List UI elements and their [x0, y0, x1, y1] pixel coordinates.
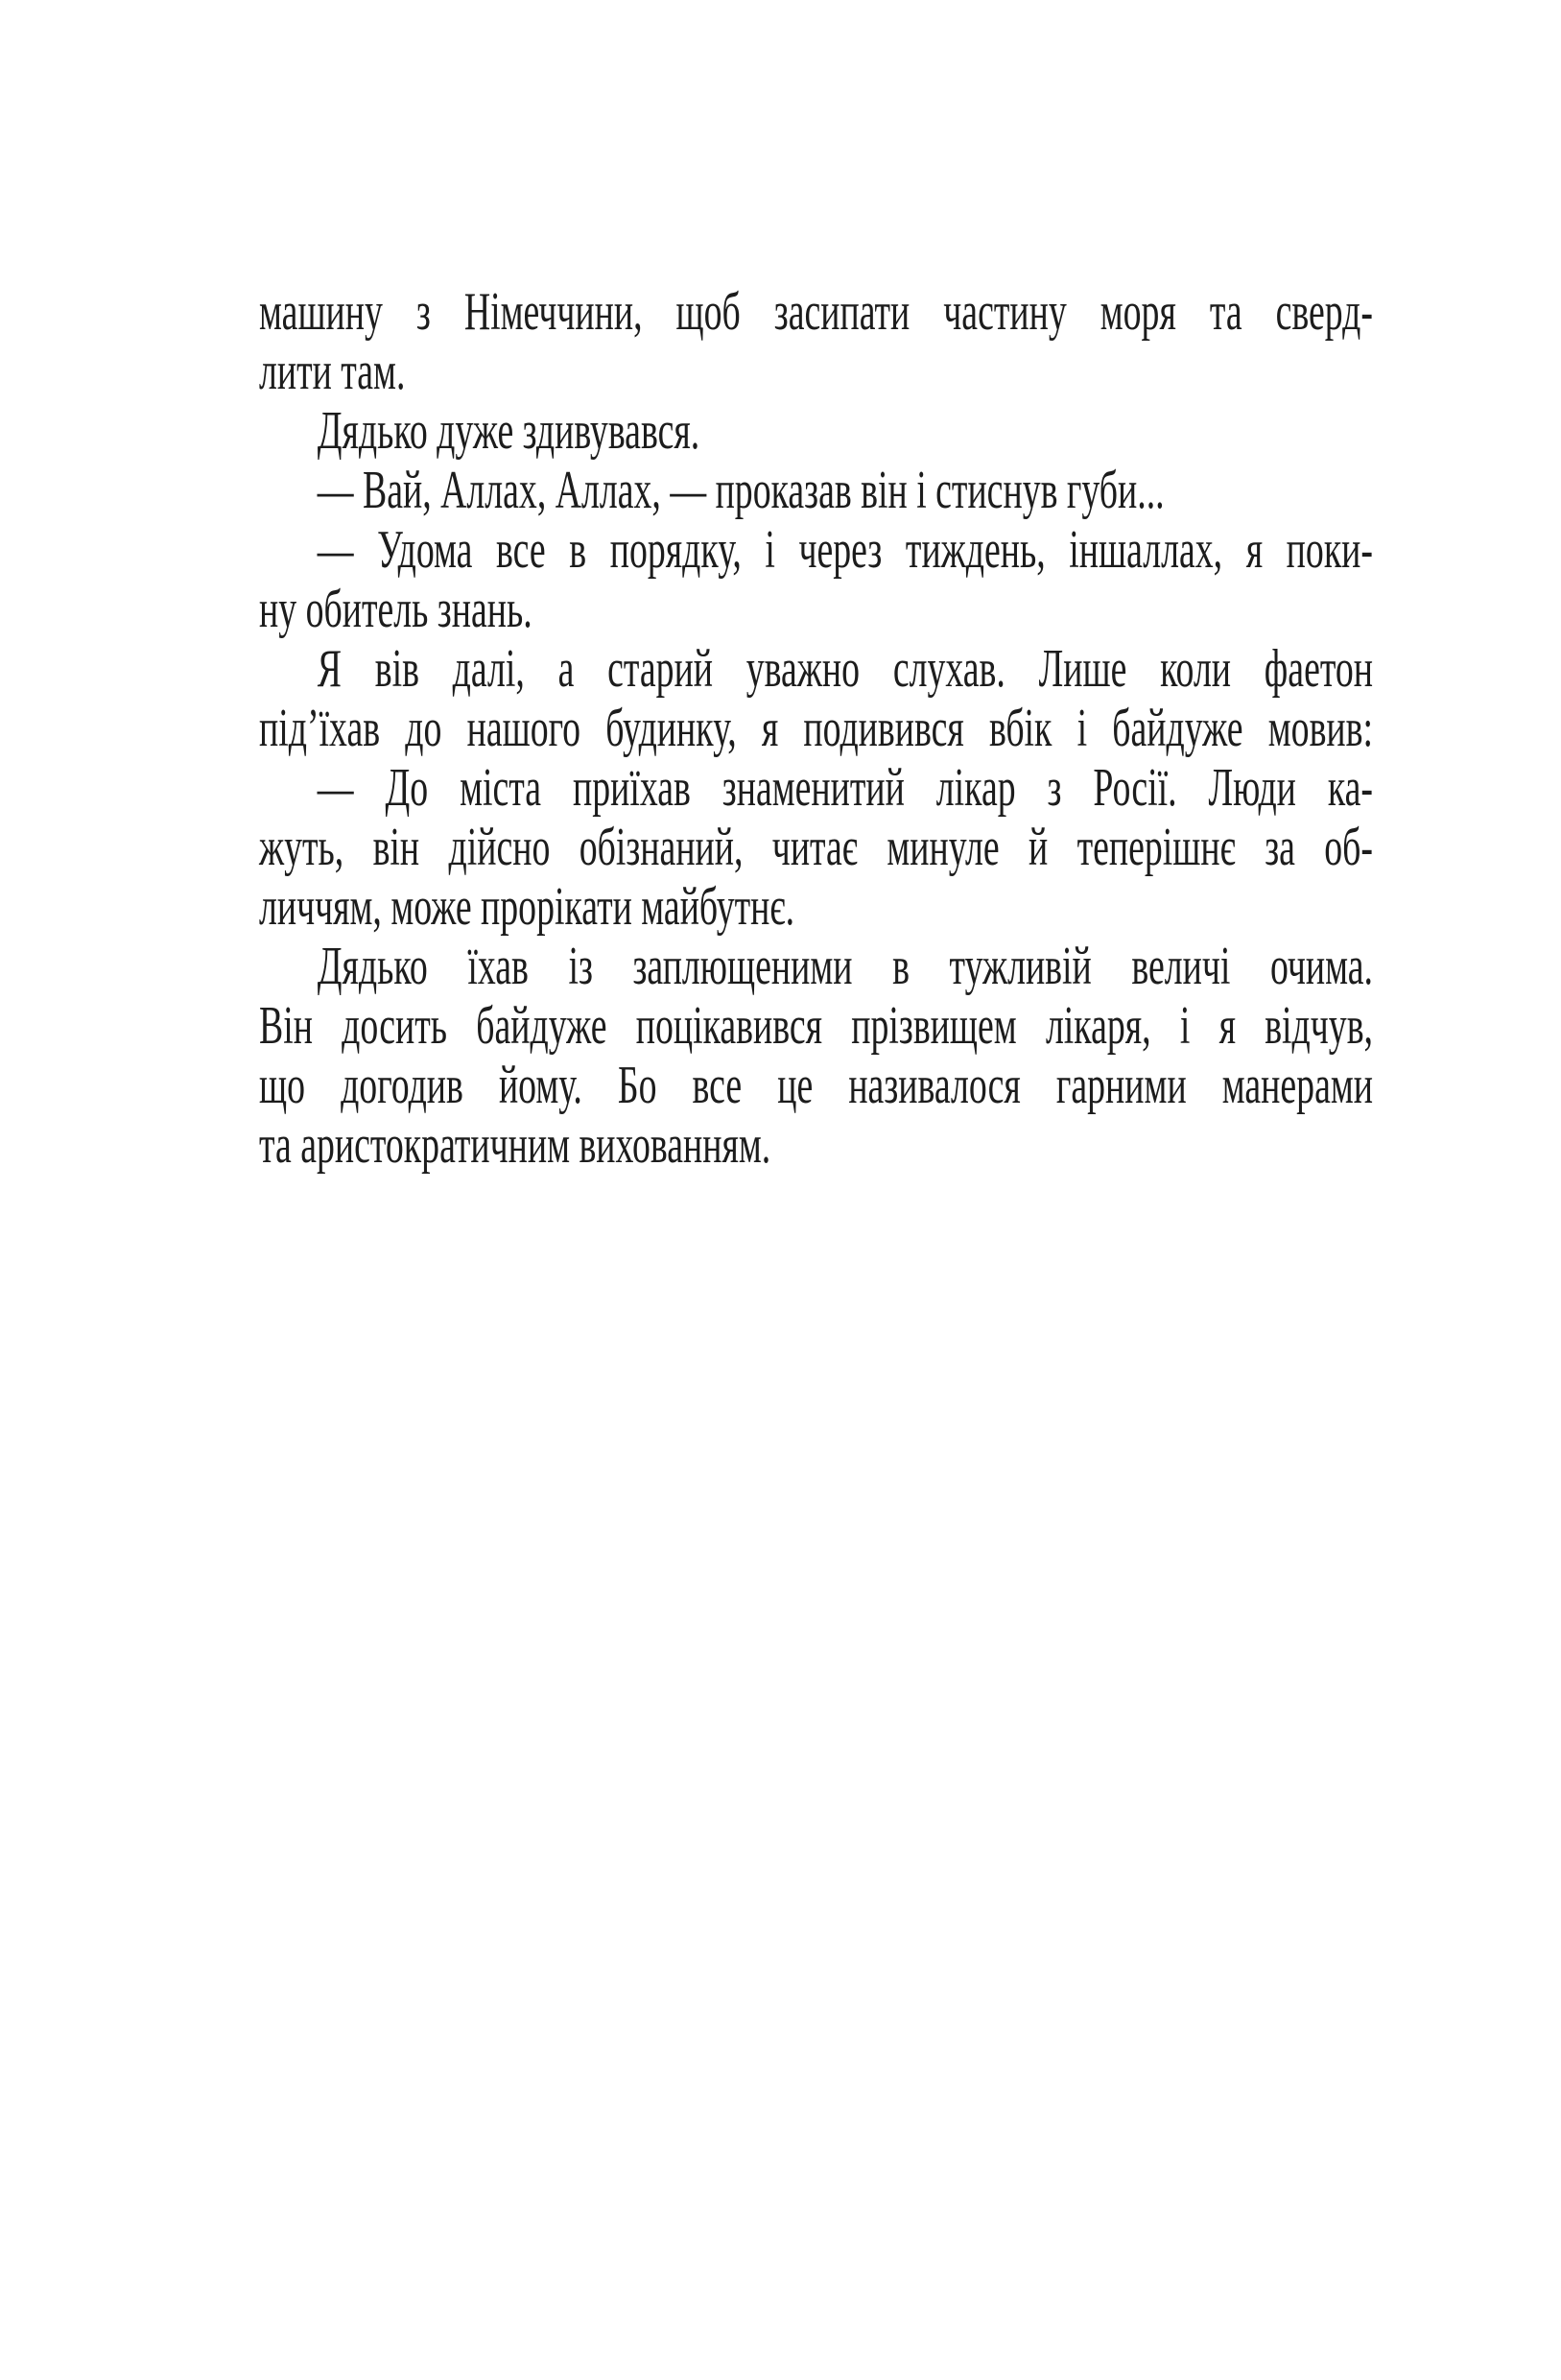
- text-line: лити там.: [259, 342, 406, 401]
- text-line: Я вів далі, а старий уважно слухав. Лише коли фаетон: [317, 639, 1373, 699]
- text-line: під’їхав до нашого будинку, я подивився вбік і байдуже мовив:: [259, 699, 1373, 758]
- text-line: — Вай, Аллах, Аллах, — проказав він і стиснув губи...: [317, 461, 1165, 520]
- text-line: що догодив йому. Бо все це називалося гарними манерами: [259, 1056, 1373, 1115]
- text-line: — Удома все в порядку, і через тиждень, іншаллах, я поки-: [317, 520, 1373, 580]
- text-line: личчям, може прорікати майбутнє.: [259, 877, 795, 937]
- text-line: Дядько їхав із заплющеними в тужливій величі очима.: [317, 937, 1373, 996]
- text-line: Дядько дуже здивувався.: [317, 401, 700, 461]
- text-line: ну обитель знань.: [259, 580, 532, 639]
- text-line: Він досить байдуже поцікавився прізвищем лікаря, і я відчув,: [259, 996, 1373, 1056]
- text-line: жуть, він дійсно обізнаний, читає минуле й теперішнє за об-: [259, 818, 1373, 877]
- text-line: та аристократичним вихованням.: [259, 1115, 771, 1175]
- text-line: машину з Німеччини, щоб засипати частину моря та сверд-: [259, 282, 1373, 342]
- text-line: — До міста приїхав знаменитий лікар з Росії. Люди ка-: [317, 758, 1373, 818]
- page-text: [259, 282, 1373, 1175]
